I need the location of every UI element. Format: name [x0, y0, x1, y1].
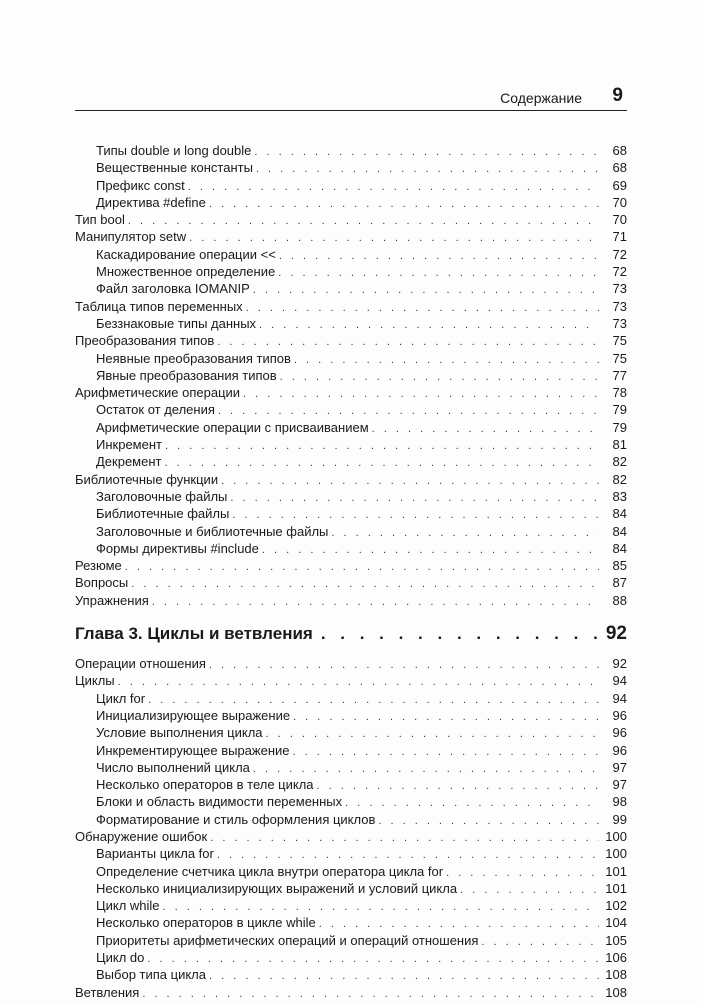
leader-dots: [460, 882, 599, 899]
toc-entry-page: 105: [605, 932, 627, 948]
toc-entry-title: Арифметические операции с присваиванием: [96, 419, 369, 435]
toc-entry-title: Беззнаковые типы данных: [96, 315, 257, 331]
toc-entry-title: Префикс const: [96, 177, 185, 193]
toc-entry-page: 96: [612, 707, 627, 723]
toc-entry-title: Библиотечные функции: [75, 471, 219, 487]
toc-entry-page: 70: [612, 194, 627, 210]
toc-entry-page: 96: [612, 742, 627, 758]
leader-dots: [256, 161, 599, 178]
toc-entry: [75, 419, 627, 436]
toc-entry: [75, 159, 627, 176]
toc-entry: [75, 845, 627, 862]
toc-entry-page: 108: [605, 984, 627, 1000]
toc-entry-page: 72: [612, 246, 627, 262]
toc-entry-title: Циклы: [75, 673, 115, 689]
leader-dots: [254, 144, 599, 161]
toc-entry-page: 82: [612, 471, 627, 487]
toc-entry: [75, 984, 627, 1001]
toc-entry: [75, 897, 627, 914]
leader-dots: [293, 744, 600, 761]
leader-dots: [164, 455, 599, 472]
toc-entry-title: Формы директивы #include: [96, 540, 259, 556]
leader-dots: [243, 386, 599, 403]
toc-entry-page: 101: [605, 880, 627, 896]
leader-dots: [152, 594, 599, 611]
toc-entry-page: 75: [612, 333, 627, 349]
toc-entry-title: Приоритеты арифметических операций и операций отношения: [96, 932, 479, 948]
leader-dots: [317, 778, 599, 795]
toc-entry-title: Упражнения: [75, 592, 149, 608]
toc-entry-title: Библиотечные файлы: [96, 506, 230, 522]
toc-entry-title: Заголовочные и библиотечные файлы: [96, 523, 329, 539]
toc-entry-page: 106: [605, 950, 627, 966]
toc-entry-title: Блоки и область видимости переменных: [96, 794, 343, 810]
toc-entry-title: Неявные преобразования типов: [96, 350, 291, 366]
toc-entry-title: Варианты цикла for: [96, 846, 214, 862]
leader-dots: [131, 576, 599, 593]
toc-entry-title: Директива #define: [96, 194, 206, 210]
toc-entry: [75, 690, 627, 707]
toc-entry-title: Остаток от деления: [96, 402, 215, 418]
toc-entry: [75, 298, 627, 315]
toc-entry-title: Инициализирующее выражение: [96, 707, 291, 723]
toc-entry-page: 71: [612, 229, 627, 245]
leader-dots: [209, 196, 599, 213]
toc-entry-page: 96: [612, 725, 627, 741]
leader-dots: [210, 830, 599, 847]
toc-entry-title: Цикл while: [96, 898, 160, 914]
toc-entry-page: 73: [612, 315, 627, 331]
toc-entry-page: 100: [605, 846, 627, 862]
leader-dots: [331, 525, 599, 542]
leader-dots: [165, 438, 599, 455]
toc-entry: [75, 932, 627, 949]
leader-dots: [293, 709, 599, 726]
toc-entry: [75, 655, 627, 672]
toc-entry: [75, 776, 627, 793]
toc-entry-page: 69: [612, 177, 627, 193]
toc-entry-title: Условие выполнения цикла: [96, 725, 263, 741]
toc-entry: [75, 592, 627, 609]
toc-entry-page: 73: [612, 298, 627, 314]
toc-entry-page: 68: [612, 160, 627, 176]
leader-dots: [142, 986, 599, 1003]
toc-entry-page: 78: [612, 385, 627, 401]
toc-entry: [75, 828, 627, 845]
toc-entry-page: 94: [612, 673, 627, 689]
toc-entry-page: 108: [605, 967, 627, 983]
running-head-section: Содержание: [500, 90, 582, 106]
toc-entry-page: 79: [612, 402, 627, 418]
leader-dots: [378, 813, 599, 830]
toc-entry-page: 97: [612, 777, 627, 793]
toc-entry-page: 92: [612, 656, 627, 672]
toc-entry-title: Резюме: [75, 558, 122, 574]
toc-entry: [75, 384, 627, 401]
toc-entry-page: 104: [605, 915, 627, 931]
toc-entry-page: 84: [612, 506, 627, 522]
toc-entry: [75, 523, 627, 540]
leader-dots: [147, 951, 599, 968]
leader-dots: [128, 213, 599, 230]
chapter-page: 92: [605, 623, 627, 645]
leader-dots: [188, 179, 599, 196]
toc-entry-page: 72: [612, 264, 627, 280]
leader-dots: [278, 265, 599, 282]
toc-entry-title: Цикл for: [96, 690, 146, 706]
page-header: [75, 86, 627, 111]
toc-part-1: [75, 142, 627, 609]
leader-dots: [446, 865, 599, 882]
toc-entry-title: Преобразования типов: [75, 333, 215, 349]
toc-entry: [75, 914, 627, 931]
toc-entry-page: 83: [612, 488, 627, 504]
toc-entry-title: Несколько операторов в цикле while: [96, 915, 316, 931]
toc-entry-title: Выбор типа цикла: [96, 967, 206, 983]
toc-entry: [75, 280, 627, 297]
toc-entry: [75, 315, 627, 332]
toc-entry: [75, 263, 627, 280]
toc-entry: [75, 672, 627, 689]
toc-entry-page: 101: [605, 863, 627, 879]
toc-entry: [75, 759, 627, 776]
table-of-contents: [75, 142, 627, 1001]
toc-entry-title: Вещественные константы: [96, 160, 253, 176]
toc-entry: [75, 211, 627, 228]
leader-dots: [253, 282, 599, 299]
toc-entry-page: 88: [612, 592, 627, 608]
toc-entry-page: 82: [612, 454, 627, 470]
leader-dots: [246, 300, 599, 317]
toc-entry: [75, 194, 627, 211]
toc-entry: [75, 332, 627, 349]
toc-entry-title: Заголовочные файлы: [96, 488, 228, 504]
toc-entry-page: 85: [612, 558, 627, 574]
leader-dots: [125, 559, 599, 576]
leader-dots: [280, 369, 599, 386]
toc-entry: [75, 724, 627, 741]
toc-entry: [75, 228, 627, 245]
toc-entry-page: 70: [612, 212, 627, 228]
toc-entry: [75, 811, 627, 828]
toc-entry-page: 100: [605, 828, 627, 844]
leader-dots: [279, 248, 599, 265]
toc-entry: [75, 966, 627, 983]
toc-entry: [75, 142, 627, 159]
toc-entry-title: Таблица типов переменных: [75, 298, 243, 314]
toc-entry-title: Вопросы: [75, 575, 129, 591]
toc-entry-title: Обнаружение ошибок: [75, 828, 208, 844]
toc-entry: [75, 367, 627, 384]
toc-entry-title: Несколько операторов в теле цикла: [96, 777, 314, 793]
toc-entry: [75, 540, 627, 557]
leader-dots: [266, 726, 599, 743]
toc-entry-page: 79: [612, 419, 627, 435]
toc-entry: [75, 574, 627, 591]
toc-entry-page: 98: [612, 794, 627, 810]
toc-entry: [75, 350, 627, 367]
toc-entry-title: Ветвления: [75, 984, 140, 1000]
toc-entry-title: Операции отношения: [75, 656, 206, 672]
toc-entry-page: 75: [612, 350, 627, 366]
toc-entry: [75, 949, 627, 966]
toc-entry-page: 68: [612, 143, 627, 158]
toc-entry: [75, 880, 627, 897]
toc-entry-title: Форматирование и стиль оформления циклов: [96, 811, 376, 827]
leader-dots: [209, 657, 599, 674]
toc-entry: [75, 488, 627, 505]
toc-entry-page: 84: [612, 540, 627, 556]
toc-entry: [75, 863, 627, 880]
toc-entry-page: 102: [605, 898, 627, 914]
toc-entry-page: 73: [612, 281, 627, 297]
toc-entry-title: Несколько инициализирующих выражений и условий цикла: [96, 880, 458, 896]
toc-entry: [75, 471, 627, 488]
page-number: 9: [612, 85, 623, 106]
toc-entry-title: Инкремент: [96, 437, 162, 453]
chapter-heading: [75, 619, 627, 649]
toc-entry-title: Тип bool: [75, 212, 125, 228]
toc-entry: [75, 742, 627, 759]
leader-dots: [294, 352, 599, 369]
toc-entry: [75, 557, 627, 574]
toc-entry: [75, 453, 627, 470]
toc-entry-title: Каскадирование операции <<: [96, 246, 276, 262]
chapter-title: Глава 3. Циклы и ветвления: [75, 624, 313, 644]
toc-entry-page: 94: [612, 690, 627, 706]
leader-dots: [372, 421, 599, 438]
toc-entry-title: Цикл do: [96, 950, 145, 966]
toc-entry-page: 81: [612, 437, 627, 453]
leader-dots: [209, 968, 599, 985]
leader-dots: [118, 674, 599, 691]
toc-entry-title: Типы double и long double: [96, 143, 252, 158]
toc-entry-page: 87: [612, 575, 627, 591]
leader-dots: [259, 317, 599, 334]
toc-entry-title: Число выполнений цикла: [96, 759, 250, 775]
toc-entry: [75, 401, 627, 418]
leader-dots: [221, 473, 599, 490]
toc-entry-title: Арифметические операции: [75, 385, 241, 401]
toc-entry-page: 99: [612, 811, 627, 827]
toc-part-2: [75, 655, 627, 1001]
toc-entry: [75, 707, 627, 724]
toc-entry: [75, 436, 627, 453]
toc-entry: [75, 246, 627, 263]
toc-entry-page: 84: [612, 523, 627, 539]
leader-dots: [230, 490, 599, 507]
toc-entry-title: Инкрементирующее выражение: [96, 742, 290, 758]
toc-entry-title: Явные преобразования типов: [96, 367, 277, 383]
toc-entry-title: Файл заголовка IOMANIP: [96, 281, 250, 297]
toc-entry-page: 97: [612, 759, 627, 775]
toc-entry: [75, 793, 627, 810]
toc-entry-title: Определение счетчика цикла внутри оператора цикла for: [96, 863, 444, 879]
leader-dots: [481, 934, 599, 951]
toc-entry-title: Множественное определение: [96, 264, 276, 280]
leader-dots: [262, 542, 599, 559]
leader-dots: [321, 619, 600, 649]
toc-entry: [75, 177, 627, 194]
toc-entry: [75, 505, 627, 522]
toc-entry-title: Декремент: [96, 454, 162, 470]
toc-entry-page: 77: [612, 367, 627, 383]
toc-entry-title: Манипулятор setw: [75, 229, 187, 245]
leader-dots: [345, 795, 599, 812]
